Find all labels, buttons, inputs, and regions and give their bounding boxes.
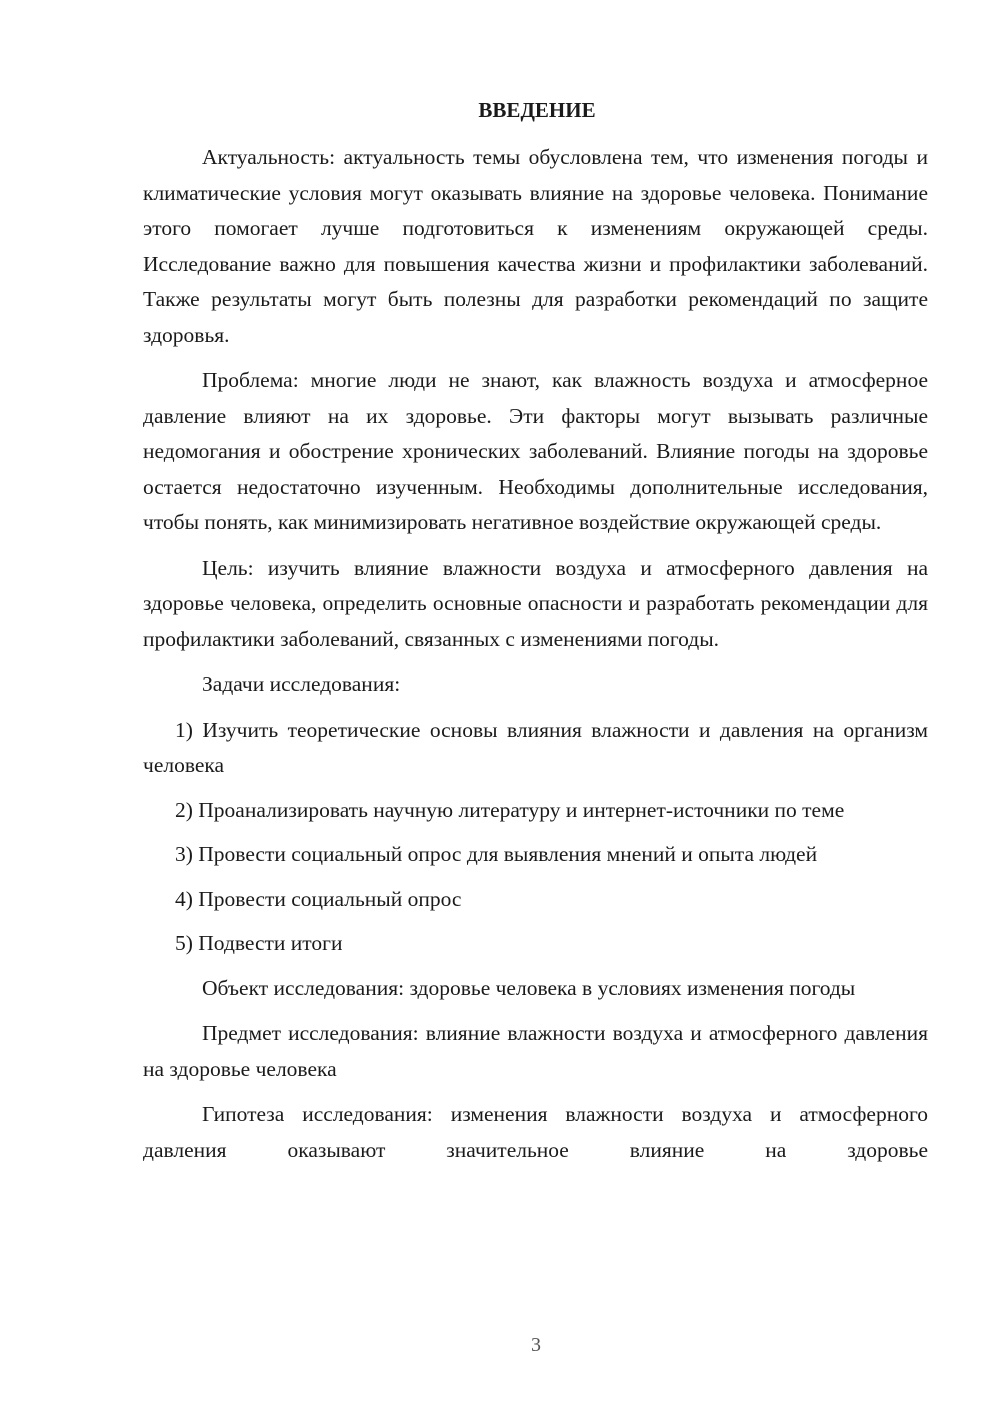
task-item: 1) Изучить теоретические основы влияния влажности и давления на организм человека <box>143 717 928 777</box>
problem-paragraph: Проблема: многие люди не знают, как влажность воздуха и атмосферное давление влияют на их здоровье. Эти факторы могут вызывать различные недомогания и обострение хронических заболеваний. Влияние погоды на здоровье остается недостаточно изученным. Необходимы дополнительные исследования, чтобы понять, как минимизировать негативное воздействие окружающей среды. <box>143 368 928 534</box>
subject-paragraph: Предмет исследования: влияние влажности воздуха и атмосферного давления на здоровье человека <box>143 1021 928 1081</box>
task-item: 4) Провести социальный опрос <box>175 886 462 911</box>
task-item: 5) Подвести итоги <box>175 931 343 955</box>
relevance-paragraph: Актуальность: актуальность темы обусловлена тем, что изменения погоды и климатические условия могут оказывать влияние на здоровье человека. Понимание этого помогает лучше подготовиться к изменениям окружающей среды. Исследование важно для повышения качества жизни и профилактики заболеваний. Также результаты могут быть полезны для разработки рекомендаций по защите здоровья. <box>143 145 928 347</box>
object-paragraph: Объект исследования: здоровье человека в условиях изменения погоды <box>202 975 856 1000</box>
task-item: 3) Провести социальный опрос для выявления мнений и опыта людей <box>175 842 818 866</box>
document-page <box>143 92 928 1178</box>
hypothesis-paragraph: Гипотеза исследования: изменения влажности воздуха и атмосферного давления оказывают значительное влияние на здоровье <box>143 1102 928 1162</box>
goal-paragraph: Цель: изучить влияние влажности воздуха и атмосферного давления на здоровье человека, определить основные опасности и разработать рекомендации для профилактики заболеваний, связанных с изменениями погоды. <box>143 555 928 651</box>
section-title: ВВЕДЕНИЕ <box>478 98 596 122</box>
task-item: 2) Проанализировать научную литературу и интернет-источники по теме <box>175 797 845 822</box>
tasks-heading: Задачи исследования: <box>202 672 401 696</box>
page-number: 3 <box>531 1334 541 1356</box>
